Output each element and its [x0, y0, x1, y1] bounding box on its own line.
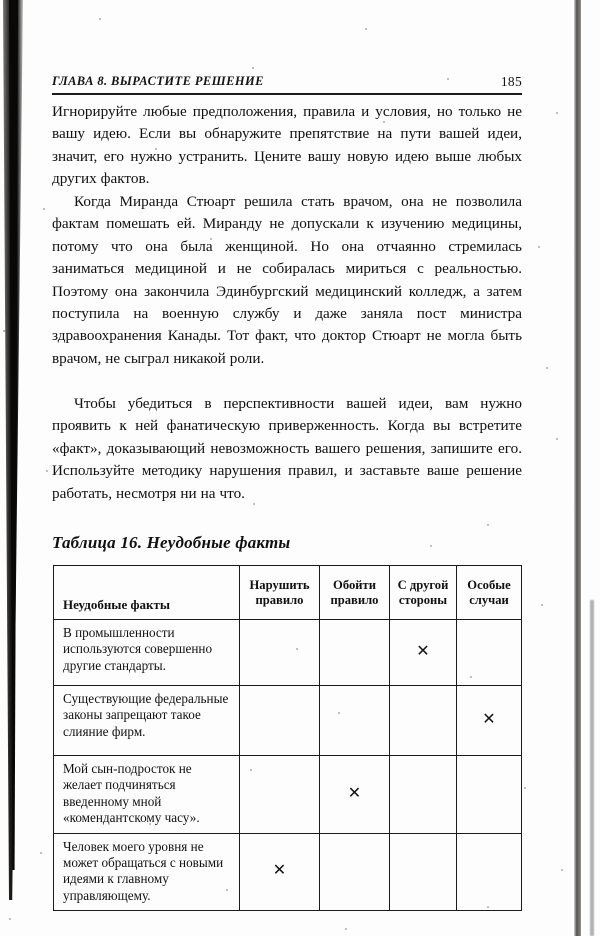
scan-edge-band-right: [574, 0, 581, 936]
column-header-bypass-rule-line2: правило: [330, 592, 379, 607]
column-header-bypass-rule-line1: Обойти: [333, 577, 376, 592]
column-header-break-rule-line1: Нарушить: [249, 577, 310, 592]
paragraph-3: Чтобы убедиться в перспективности вашей идеи, вам нужно проявить к ней фанатическую приверженность. Когда вы встретите «факт», доказывающий невозможность вашего решения, запишите его. Используйте методику нарушения правил, и заставьте ваше решение работать, несмотря ни на что.: [52, 395, 522, 502]
table-cell-mark: [457, 833, 522, 911]
table-cell-fact: Существующие федеральные законы запрещают такое слияние фирм.: [54, 686, 240, 756]
table-cell-mark: [390, 620, 457, 686]
paragraph-1: Игнорируйте любые предположения, правила и условия, но только не вашу идею. Если вы обнаружите препятствие на пути вашей идеи, значит, его нужно устранить. Цените вашу новую идею выше любых других фактов.: [52, 103, 522, 188]
table-cell-mark: [320, 620, 390, 686]
column-header-special-cases-line2: случаи: [469, 592, 509, 607]
table-header-row: [54, 566, 522, 620]
mark-glyph: ✕: [347, 784, 362, 802]
running-head-rule: [52, 93, 522, 95]
table-cell-mark: [320, 756, 390, 834]
table-cell-mark: [240, 756, 320, 834]
table-cell-mark: [457, 620, 522, 686]
table-row: [54, 620, 522, 686]
column-header-other-side-line1: С другой: [397, 577, 449, 592]
page-number: 185: [500, 74, 522, 89]
table-cell-mark: [390, 756, 457, 834]
column-header-facts-line1: Неудобные факты: [63, 597, 170, 612]
table-cell-mark: [457, 686, 522, 756]
table-cell-fact: В промышленности используются совершенно другие стандарты.: [54, 620, 240, 686]
table-cell-mark: [240, 833, 320, 911]
table-cell-fact: Мой сын-подросток не желает подчиняться введенному мной «комендантскому часу».: [54, 756, 240, 834]
table-row: [54, 686, 522, 756]
paragraph-2: Когда Миранда Стюарт решила стать врачом, она не позволила фактам помешать ей. Миранду не допускали к изучению медицины, потому что она была женщиной. Но она отчаянно стремилась заниматься медициной и не собиралась мириться с реальностью. Поэтому она закончила Эдинбургский медицинский колледж, а затем поступила на военную службу и даже заняла пост министра здравоохранения Канады. Тот факт, что доктор Стюарт не могла быть врачом, не сыграл никакой роли.: [52, 193, 522, 367]
column-header-break-rule-line2: правило: [255, 592, 304, 607]
column-header-bypass-rule: [320, 566, 390, 620]
column-header-special-cases: [457, 566, 522, 620]
scan-edge-band-right-lower: [590, 600, 594, 936]
column-header-facts: [54, 566, 240, 620]
column-header-special-cases-line1: Особые: [467, 577, 511, 592]
mark-glyph: ✕: [272, 862, 287, 880]
table-cell-mark: [390, 686, 457, 756]
column-header-break-rule: [240, 566, 320, 620]
column-header-other-side: [390, 566, 457, 620]
running-head: [52, 74, 522, 94]
table-row: [54, 756, 522, 834]
table-caption: Таблица 16. Неудобные факты: [52, 533, 291, 552]
table-cell-fact: Человек моего уровня не может обращаться с новыми идеями к главному управляющему.: [54, 833, 240, 911]
page-content: [52, 0, 522, 936]
table-cell-mark: [320, 833, 390, 911]
table-cell-mark: [240, 686, 320, 756]
table-cell-mark: [320, 686, 390, 756]
table-cell-mark: [390, 833, 457, 911]
mark-glyph: ✕: [482, 711, 496, 728]
table-cell-mark: [240, 620, 320, 686]
table-cell-mark: [457, 756, 522, 834]
running-head-title: ГЛАВА 8. ВЫРАСТИТЕ РЕШЕНИЕ: [52, 74, 264, 88]
column-header-other-side-line2: стороны: [398, 592, 448, 607]
inconvenient-facts-table: [53, 565, 522, 911]
mark-glyph: ✕: [416, 643, 430, 660]
table-row: [54, 833, 522, 911]
